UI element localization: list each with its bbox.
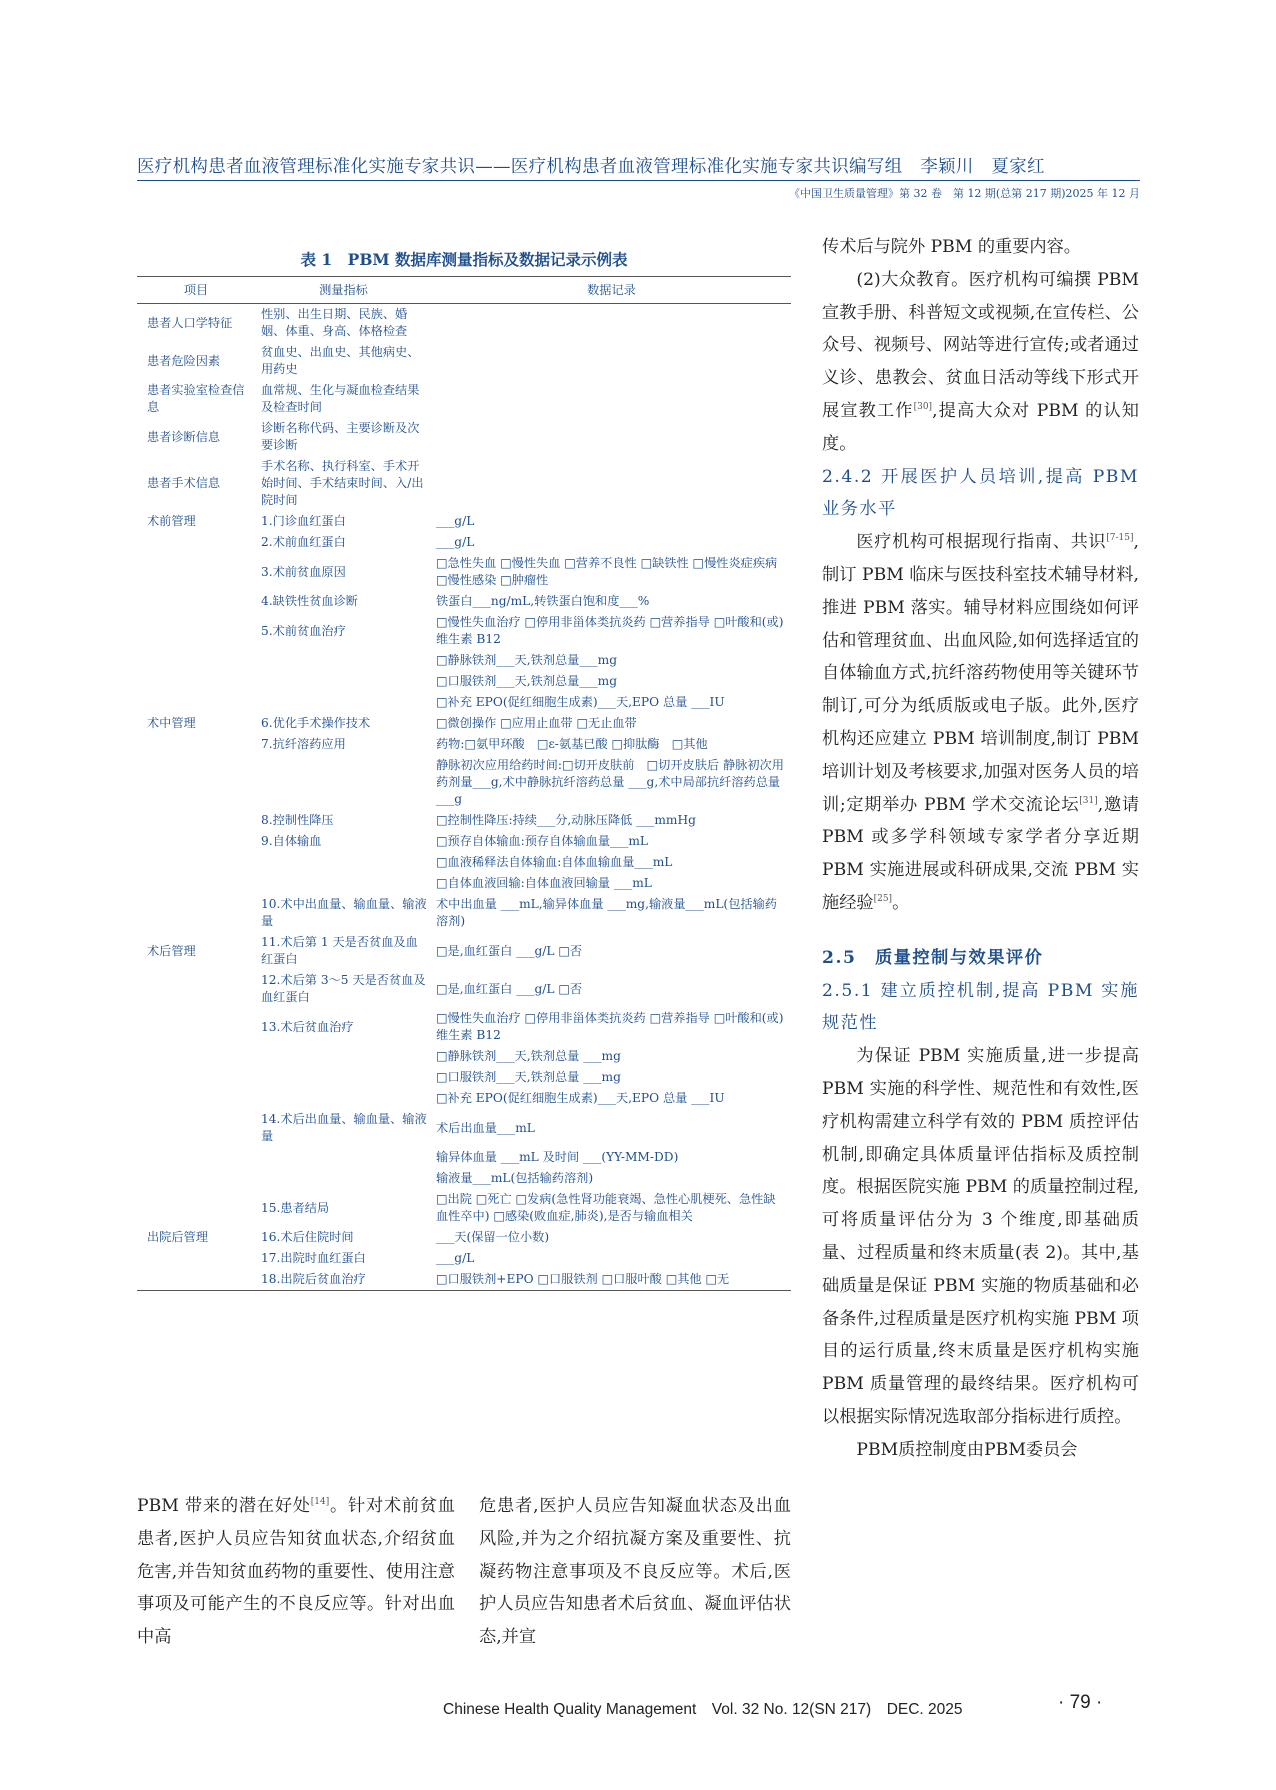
right-column-text xyxy=(822,231,1139,1466)
cell-item xyxy=(137,755,255,810)
cell-indicator: 7.抗纤溶药应用 xyxy=(261,737,346,751)
table-row xyxy=(137,671,791,692)
cell-item xyxy=(137,692,255,713)
cell-indicator: 13.术后贫血治疗 xyxy=(261,1019,354,1034)
cell-indicator: 16.术后住院时间 xyxy=(261,1230,354,1244)
page-number: · 79 · xyxy=(1058,1692,1103,1713)
citation: [14] xyxy=(310,1497,330,1507)
cell-item xyxy=(137,734,255,755)
middle-column-text xyxy=(479,1490,791,1654)
cell-item: 患者危险因素 xyxy=(147,353,221,368)
paragraph: 危患者,医护人员应告知凝血状态及出血风险,并为之介绍抗凝方案及重要性、抗凝药物注意事项及不良反应等。术后,医护人员应告知患者术后贫血、凝血评估状态,并宣 xyxy=(479,1496,791,1648)
cell-item xyxy=(137,1248,255,1269)
paragraph: PBM 带来的潜在好处[14]。针对术前贫血患者,医护人员应告知贫血状态,介绍贫血危害,并告知贫血药物的重要性、使用注意事项及可能产生的不良反应等。针对出血中高 xyxy=(137,1496,455,1648)
header-item: 项目 xyxy=(137,277,255,304)
cell-record: □补充 EPO(促红细胞生成素)___天,EPO 总量 ___IU xyxy=(436,1091,725,1105)
cell-item xyxy=(137,1067,255,1088)
table-row xyxy=(137,894,791,932)
cell-indicator: 性别、出生日期、民族、婚姻、体重、身高、体格检查 xyxy=(261,307,408,338)
table-row xyxy=(137,553,791,591)
cell-indicator: 6.优化手术操作技术 xyxy=(261,716,371,730)
cell-item xyxy=(137,831,255,852)
cell-record: 输液量___mL(包括输药溶剂) xyxy=(436,1171,594,1185)
table-row xyxy=(137,831,791,852)
table-row xyxy=(137,650,791,671)
table-row xyxy=(137,591,791,612)
cell-item xyxy=(137,873,255,894)
cell-record xyxy=(432,418,791,456)
cell-indicator: 血常规、生化与凝血检查结果及检查时间 xyxy=(261,383,420,414)
cell-indicator: 15.患者结局 xyxy=(261,1200,330,1215)
cell-item xyxy=(137,1008,255,1046)
table-row xyxy=(137,456,791,511)
table-row xyxy=(137,1008,791,1046)
table-row xyxy=(137,380,791,418)
cell-item xyxy=(137,553,255,591)
cell-indicator: 贫血史、出血史、其他病史、用药史 xyxy=(261,345,420,376)
cell-indicator xyxy=(255,1046,432,1067)
pbm-indicator-table xyxy=(137,276,791,1291)
cell-record: □口服铁剂+EPO □口服铁剂 □口服叶酸 □其他 □无 xyxy=(432,1269,791,1291)
table-caption: 表 1 PBM 数据库测量指标及数据记录示例表 xyxy=(300,250,628,269)
table-row xyxy=(137,1189,791,1227)
cell-record: □静脉铁剂___天,铁剂总量 ___mg xyxy=(436,1049,621,1063)
cell-item xyxy=(137,612,255,650)
section-heading-2-5: 2.5 质量控制与效果评价 xyxy=(822,947,1044,968)
cell-indicator xyxy=(255,1067,432,1088)
table-row xyxy=(137,1067,791,1088)
cell-record: □是,血红蛋白 ___g/L □否 xyxy=(436,981,583,996)
citation: [30] xyxy=(913,401,933,412)
cell-indicator: 10.术中出血量、输血量、输液量 xyxy=(261,897,427,928)
table-row xyxy=(137,1248,791,1269)
header-indicator: 测量指标 xyxy=(255,277,432,304)
table-row xyxy=(137,532,791,553)
cell-indicator xyxy=(255,671,432,692)
cell-item xyxy=(137,650,255,671)
cell-item xyxy=(137,894,255,932)
cell-item xyxy=(137,532,255,553)
cell-item: 术中管理 xyxy=(147,716,196,730)
paragraph: PBM质控制度由PBM委员会 xyxy=(856,1439,1078,1460)
cell-record: 药物:□氨甲环酸 □ε-氨基已酸 □抑肽酶 □其他 xyxy=(436,737,708,751)
cell-record: ___g/L xyxy=(436,535,475,549)
table-row xyxy=(137,852,791,873)
cell-record: ___g/L xyxy=(436,514,475,528)
cell-indicator: 1.门诊血红蛋白 xyxy=(261,514,346,528)
cell-indicator: 手术名称、执行科室、手术开始时间、手术结束时间、入/出院时间 xyxy=(261,459,424,507)
cell-indicator: 4.缺铁性贫血诊断 xyxy=(261,594,358,608)
table-row xyxy=(137,1227,791,1248)
cell-indicator: 14.术后出血量、输血量、输液量 xyxy=(261,1112,427,1143)
running-header-title: 医疗机构患者血液管理标准化实施专家共识——医疗机构患者血液管理标准化实施专家共识编写组 李颖川 夏家红 xyxy=(137,157,1045,177)
cell-indicator xyxy=(255,755,432,810)
cell-record: □自体血液回输:自体血液回输量 ___mL xyxy=(436,876,652,890)
cell-record: 术后出血量___mL xyxy=(436,1120,535,1135)
cell-indicator: 5.术前贫血治疗 xyxy=(261,623,346,638)
table-row xyxy=(137,511,791,532)
cell-indicator xyxy=(255,852,432,873)
cell-indicator xyxy=(255,650,432,671)
cell-indicator xyxy=(255,1147,432,1168)
section-heading-2-4-2: 2.4.2 开展医护人员培训,提高 PBM 业务水平 xyxy=(822,466,1139,520)
table-row xyxy=(137,1168,791,1189)
cell-indicator: 3.术前贫血原因 xyxy=(261,564,346,579)
cell-indicator: 2.术前血红蛋白 xyxy=(261,535,346,549)
cell-record xyxy=(432,456,791,511)
cell-record: 术中出血量 ___mL,输异体血量 ___mg,输液量___mL(包括输药溶剂) xyxy=(436,897,777,928)
table-row xyxy=(137,342,791,380)
cell-indicator xyxy=(255,873,432,894)
cell-record: 输异体血量 ___mL 及时间 ___(YY-MM-DD) xyxy=(436,1150,679,1164)
cell-record: □补充 EPO(促红细胞生成素)___天,EPO 总量 ___IU xyxy=(436,695,725,709)
cell-indicator: 诊断名称代码、主要诊断及次要诊断 xyxy=(261,421,420,452)
cell-record xyxy=(432,342,791,380)
table-row xyxy=(137,755,791,810)
cell-item xyxy=(137,1189,255,1227)
cell-item: 术前管理 xyxy=(147,514,196,528)
cell-item xyxy=(137,1269,255,1291)
cell-indicator: 18.出院后贫血治疗 xyxy=(255,1269,432,1291)
cell-record: □慢性失血治疗 □停用非甾体类抗炎药 □营养指导 □叶酸和(或)维生素 B12 xyxy=(436,615,784,646)
cell-indicator: 17.出院时血红蛋白 xyxy=(261,1251,366,1265)
cell-item xyxy=(137,1088,255,1109)
header-rule xyxy=(137,180,1140,181)
cell-indicator xyxy=(255,692,432,713)
table-row xyxy=(137,612,791,650)
cell-record: □口服铁剂___天,铁剂总量 ___mg xyxy=(436,1070,621,1084)
cell-item xyxy=(137,1109,255,1147)
cell-item: 患者手术信息 xyxy=(147,476,221,490)
cell-item: 出院后管理 xyxy=(147,1230,208,1244)
cell-record: □急性失血 □慢性失血 □营养不良性 □缺铁性 □慢性炎症疾病 □慢性感染 □肿瘤性 xyxy=(436,556,778,587)
header-record: 数据记录 xyxy=(432,277,791,304)
cell-indicator: 12.术后第 3～5 天是否贫血及血红蛋白 xyxy=(261,973,426,1004)
section-heading-2-5-1: 2.5.1 建立质控机制,提高 PBM 实施规范性 xyxy=(822,980,1139,1034)
cell-record: ___天(保留一位小数) xyxy=(436,1230,550,1244)
left-column-text xyxy=(137,1490,455,1654)
cell-record: □出院 □死亡 □发病(急性肾功能衰竭、急性心肌梗死、急性缺血性卒中) □感染(败血症,肺炎),是否与输血相关 xyxy=(436,1192,776,1223)
table-row xyxy=(137,873,791,894)
cell-item xyxy=(137,591,255,612)
paragraph: 医疗机构可根据现行指南、共识[7-15],制订 PBM 临床与医技科室技术辅导材料,推进 PBM 落实。辅导材料应围绕如何评估和管理贫血、出血风险,如何选择适宜的自体输血方式,抗纤溶药物使用等关键环节制订,可分为纸质版或电子版。此外,医疗机构还应建立 PBM 培训制度,制订 PBM 培训计划及考核要求,加强对医务人员的培训;定期举办 PBM 学术交流论坛[31],邀请 PBM 或多学科领域专家学者分享近期 PBM 实施进展或科研成果,交流 PBM 实施经验[25]。 xyxy=(822,532,1140,913)
cell-record xyxy=(432,304,791,343)
table-row xyxy=(137,970,791,1008)
cell-item: 患者人口学特征 xyxy=(147,315,233,330)
cell-item xyxy=(137,671,255,692)
paragraph: (2)大众教育。医疗机构可编撰 PBM 宣教手册、科普短文或视频,在宣传栏、公众号、视频号、网站等进行宣传;或者通过义诊、患教会、贫血日活动等线下形式开展宣教工作[30],提高大众对 PBM 的认知度。 xyxy=(822,269,1139,454)
cell-record xyxy=(432,380,791,418)
cell-item xyxy=(137,1046,255,1067)
footer-journal-info: Chinese Health Quality Management Vol. 32 No. 12(SN 217) DEC. 2025 xyxy=(443,1701,963,1718)
cell-item xyxy=(137,970,255,1008)
cell-indicator: 11.术后第 1 天是否贫血及血红蛋白 xyxy=(261,935,418,966)
cell-item xyxy=(137,810,255,831)
cell-indicator: 9.自体输血 xyxy=(261,834,322,848)
cell-item xyxy=(137,1147,255,1168)
cell-indicator xyxy=(255,1168,432,1189)
cell-item: 患者诊断信息 xyxy=(147,429,221,444)
citation: [7-15] xyxy=(1106,533,1134,544)
citation: [31] xyxy=(1079,795,1098,806)
cell-indicator xyxy=(255,1088,432,1109)
table-row xyxy=(137,1088,791,1109)
table-row xyxy=(137,734,791,755)
cell-record: □血液稀释法自体输血:自体血输血量___mL xyxy=(436,855,673,869)
table-row xyxy=(137,810,791,831)
running-header-journal: 《中国卫生质量管理》第 32 卷 第 12 期(总第 217 期)2025 年 12 月 xyxy=(788,187,1140,200)
cell-record: □口服铁剂___天,铁剂总量___mg xyxy=(436,674,617,688)
cell-record: 铁蛋白___ng/mL,转铁蛋白饱和度___% xyxy=(436,594,650,608)
table-row xyxy=(137,304,791,343)
table-row xyxy=(137,418,791,456)
paragraph: 传术后与院外 PBM 的重要内容。 xyxy=(822,237,1081,257)
cell-record: □是,血红蛋白 ___g/L □否 xyxy=(436,943,583,958)
table-row xyxy=(137,1046,791,1067)
cell-record: □预存自体输血:预存自体输血量___mL xyxy=(436,834,648,848)
table-row xyxy=(137,932,791,970)
table-row xyxy=(137,713,791,734)
citation: [25] xyxy=(873,893,893,904)
cell-record: □慢性失血治疗 □停用非甾体类抗炎药 □营养指导 □叶酸和(或)维生素 B12 xyxy=(436,1011,784,1042)
cell-record: □控制性降压:持续___分,动脉压降低 ___mmHg xyxy=(436,813,696,827)
cell-item: 患者实验室检查信息 xyxy=(147,383,245,414)
cell-record: □静脉铁剂___天,铁剂总量___mg xyxy=(436,653,617,667)
table-header-row xyxy=(137,277,791,304)
table-row xyxy=(137,1147,791,1168)
cell-record: ___g/L xyxy=(436,1251,475,1265)
paragraph: 为保证 PBM 实施质量,进一步提高 PBM 实施的科学性、规范性和有效性,医疗机构需建立科学有效的 PBM 质控评估机制,即确定具体质量评估指标及质控制度。根据医院实施 PBM 的质量控制过程,可将质量评估分为 3 个维度,即基础质量、过程质量和终末质量(表 2)。其中,基础质量是保证 PBM 实施的物质基础和必备条件,过程质量是医疗机构实施 PBM 项目的运行质量,终末质量是医疗机构实施 PBM 质量管理的最终结果。医疗机构可以根据实际情况选取部分指标进行质控。 xyxy=(822,1046,1139,1427)
cell-item xyxy=(137,1168,255,1189)
cell-record: 静脉初次应用给药时间:□切开皮肤前 □切开皮肤后 静脉初次用药剂量___g,术中静脉抗纤溶药总量 ___g,术中局部抗纤溶药总量 ___g xyxy=(436,758,784,806)
table-row xyxy=(137,1269,791,1291)
cell-indicator: 8.控制性降压 xyxy=(261,813,334,827)
table-row xyxy=(137,692,791,713)
cell-item xyxy=(137,852,255,873)
cell-record: □微创操作 □应用止血带 □无止血带 xyxy=(436,716,637,730)
cell-item: 术后管理 xyxy=(147,943,196,958)
table-row xyxy=(137,1109,791,1147)
